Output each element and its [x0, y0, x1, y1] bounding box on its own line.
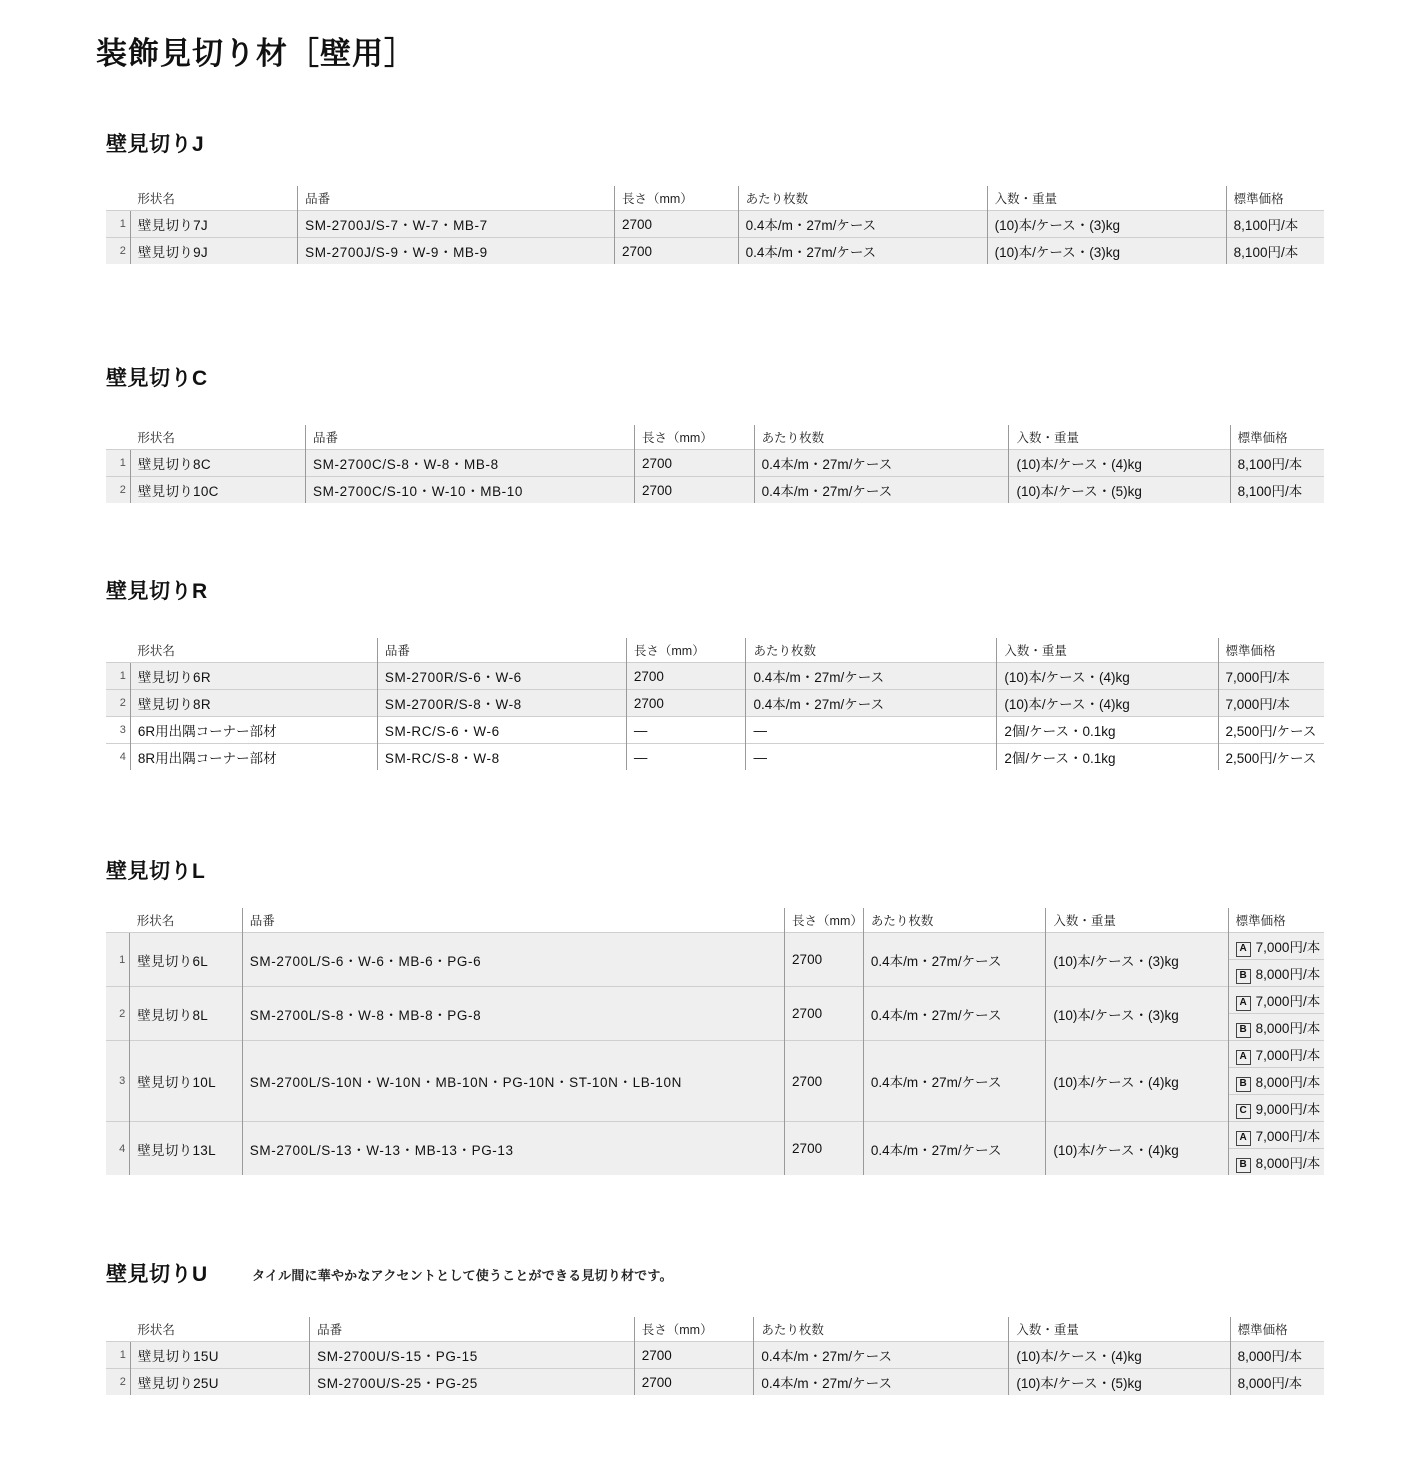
- cell-shape: 壁見切り25U: [130, 1369, 309, 1396]
- section-heading-r: 壁見切りR: [106, 580, 208, 603]
- cell-pack: (10)本/ケース・(5)kg: [1009, 477, 1230, 504]
- cell-code: SM-2700L/S-8・W-8・MB-8・PG-8: [242, 987, 784, 1041]
- section-heading-u: 壁見切りU: [106, 1263, 208, 1286]
- cell-price: [1228, 1149, 1324, 1176]
- row-index: 1: [106, 450, 130, 477]
- cell-pieces: 0.4本/m・27m/ケース: [754, 1342, 1009, 1369]
- cell-pieces: 0.4本/m・27m/ケース: [738, 238, 987, 265]
- table-row: [106, 744, 1324, 771]
- cell-price: [1228, 960, 1324, 987]
- table-header-row: [106, 186, 1324, 211]
- cell-length: 2700: [634, 1369, 754, 1396]
- cell-shape: 壁見切り8R: [130, 690, 377, 717]
- col-shape: 形状名: [137, 431, 175, 445]
- table-row: [106, 1342, 1324, 1369]
- row-index: 1: [106, 933, 130, 987]
- cell-price: 8,000円/本: [1230, 1369, 1324, 1396]
- cell-shape: 壁見切り10C: [130, 477, 305, 504]
- col-index: [106, 1317, 130, 1342]
- cell-price: 2,500円/ケース: [1218, 717, 1324, 744]
- col-length: 長さ（mm）: [626, 638, 746, 663]
- row-index: 1: [106, 663, 130, 690]
- cell-pieces: 0.4本/m・27m/ケース: [863, 1122, 1046, 1176]
- col-pack: 入数・重量: [1009, 425, 1230, 450]
- cell-pieces: —: [746, 717, 997, 744]
- table-header-row: [106, 1317, 1324, 1342]
- table-row: [106, 450, 1324, 477]
- cell-price: [1228, 987, 1324, 1014]
- cell-code: SM-2700C/S-8・W-8・MB-8: [306, 450, 635, 477]
- col-pack: 入数・重量: [1009, 1317, 1230, 1342]
- price-grade-badge: B: [1236, 1023, 1251, 1038]
- col-price: 標準価格: [1226, 186, 1324, 211]
- col-price: 標準価格: [1228, 908, 1324, 933]
- cell-code: SM-2700J/S-9・W-9・MB-9: [298, 238, 615, 265]
- col-shape: 形状名: [137, 644, 175, 658]
- col-shape: 形状名: [137, 1323, 175, 1337]
- cell-price: 8,100円/本: [1226, 238, 1324, 265]
- cell-length: 2700: [634, 477, 754, 504]
- table-j: [106, 186, 1324, 264]
- table-u: [106, 1317, 1324, 1395]
- cell-price: [1228, 1095, 1324, 1122]
- price-value: 7,000円/本: [1255, 1047, 1321, 1063]
- cell-length: 2700: [626, 663, 746, 690]
- price-grade-badge: A: [1236, 1050, 1251, 1065]
- cell-price: 8,100円/本: [1230, 477, 1324, 504]
- col-pieces: あたり枚数: [754, 425, 1009, 450]
- col-code: 品番: [242, 908, 784, 933]
- col-index: [106, 186, 130, 211]
- cell-price: 8,100円/本: [1230, 450, 1324, 477]
- price-grade-badge: A: [1236, 996, 1251, 1011]
- cell-shape: 壁見切り7J: [130, 211, 297, 238]
- col-code: 品番: [310, 1317, 635, 1342]
- cell-length: 2700: [785, 933, 864, 987]
- row-index: 4: [106, 744, 130, 771]
- cell-length: 2700: [626, 690, 746, 717]
- cell-shape: 壁見切り9J: [130, 238, 297, 265]
- row-index: 1: [106, 211, 130, 238]
- cell-length: 2700: [785, 987, 864, 1041]
- cell-price: 2,500円/ケース: [1218, 744, 1324, 771]
- cell-length: 2700: [634, 1342, 754, 1369]
- cell-price: 8,000円/本: [1230, 1342, 1324, 1369]
- col-price: 標準価格: [1230, 1317, 1324, 1342]
- cell-pack: (10)本/ケース・(4)kg: [1046, 1122, 1228, 1176]
- cell-code: SM-2700R/S-6・W-6: [377, 663, 626, 690]
- cell-pieces: 0.4本/m・27m/ケース: [738, 211, 987, 238]
- section-heading-j: 壁見切りJ: [106, 133, 205, 156]
- cell-price: 7,000円/本: [1218, 690, 1324, 717]
- col-length: 長さ（mm）: [634, 425, 754, 450]
- cell-pieces: 0.4本/m・27m/ケース: [754, 477, 1009, 504]
- cell-pieces: 0.4本/m・27m/ケース: [746, 663, 997, 690]
- col-shape: 形状名: [136, 914, 175, 928]
- row-index: 2: [106, 477, 130, 504]
- cell-pack: (10)本/ケース・(3)kg: [1046, 933, 1228, 987]
- price-grade-badge: B: [1236, 1077, 1251, 1092]
- price-grade-badge: B: [1236, 969, 1251, 984]
- col-length: 長さ（mm）: [785, 908, 864, 933]
- col-price: 標準価格: [1230, 425, 1324, 450]
- row-index: 3: [106, 717, 130, 744]
- price-value: 9,000円/本: [1255, 1101, 1321, 1117]
- cell-length: 2700: [785, 1041, 864, 1122]
- section-heading-l: 壁見切りL: [106, 860, 206, 883]
- price-value: 8,000円/本: [1255, 1155, 1321, 1171]
- table-row: [106, 238, 1324, 265]
- cell-pack: (10)本/ケース・(5)kg: [1009, 1369, 1230, 1396]
- table-row: [106, 717, 1324, 744]
- cell-code: SM-2700J/S-7・W-7・MB-7: [298, 211, 615, 238]
- col-index: [106, 908, 130, 933]
- col-pack: 入数・重量: [997, 638, 1218, 663]
- col-length: 長さ（mm）: [634, 1317, 754, 1342]
- cell-code: SM-RC/S-8・W-8: [377, 744, 626, 771]
- cell-code: SM-2700L/S-6・W-6・MB-6・PG-6: [242, 933, 784, 987]
- col-pieces: あたり枚数: [754, 1317, 1009, 1342]
- row-index: 2: [106, 1369, 130, 1396]
- cell-pack: 2個/ケース・0.1kg: [997, 744, 1218, 771]
- price-grade-badge: C: [1236, 1104, 1251, 1119]
- table-row: [106, 1041, 1324, 1068]
- table-row: [106, 933, 1324, 960]
- price-value: 7,000円/本: [1255, 1128, 1321, 1144]
- cell-price: 7,000円/本: [1218, 663, 1324, 690]
- cell-shape: 壁見切り8C: [130, 450, 305, 477]
- cell-shape: 6R用出隅コーナー部材: [130, 717, 377, 744]
- cell-code: SM-2700U/S-25・PG-25: [310, 1369, 635, 1396]
- section-heading-c: 壁見切りC: [106, 367, 208, 390]
- cell-price: 8,100円/本: [1226, 211, 1324, 238]
- cell-length: —: [626, 717, 746, 744]
- price-value: 8,000円/本: [1255, 966, 1321, 982]
- cell-code: SM-2700L/S-13・W-13・MB-13・PG-13: [242, 1122, 784, 1176]
- table-header-row: [106, 425, 1324, 450]
- col-pieces: あたり枚数: [746, 638, 997, 663]
- cell-pack: 2個/ケース・0.1kg: [997, 717, 1218, 744]
- cell-length: 2700: [785, 1122, 864, 1176]
- cell-pieces: 0.4本/m・27m/ケース: [746, 690, 997, 717]
- price-value: 8,000円/本: [1255, 1020, 1321, 1036]
- cell-code: SM-2700R/S-8・W-8: [377, 690, 626, 717]
- row-index: 2: [106, 690, 130, 717]
- cell-length: —: [626, 744, 746, 771]
- cell-pack: (10)本/ケース・(3)kg: [987, 238, 1226, 265]
- row-index: 2: [106, 238, 130, 265]
- cell-price: [1228, 1068, 1324, 1095]
- table-row: [106, 477, 1324, 504]
- cell-price: [1228, 933, 1324, 960]
- col-pieces: あたり枚数: [863, 908, 1046, 933]
- row-index: 2: [106, 987, 130, 1041]
- table-row: [106, 987, 1324, 1014]
- col-index: [106, 638, 130, 663]
- row-index: 1: [106, 1342, 130, 1369]
- cell-pack: (10)本/ケース・(4)kg: [1046, 1041, 1228, 1122]
- table-row: [106, 1369, 1324, 1396]
- col-pieces: あたり枚数: [738, 186, 987, 211]
- cell-shape: 壁見切り8L: [130, 987, 243, 1041]
- row-index: 4: [106, 1122, 130, 1176]
- cell-pack: (10)本/ケース・(4)kg: [997, 690, 1218, 717]
- price-value: 7,000円/本: [1255, 993, 1321, 1009]
- row-index: 3: [106, 1041, 130, 1122]
- col-shape: 形状名: [137, 192, 175, 206]
- cell-length: 2700: [614, 211, 738, 238]
- cell-length: 2700: [634, 450, 754, 477]
- table-l: [106, 908, 1324, 1175]
- cell-pieces: 0.4本/m・27m/ケース: [863, 933, 1046, 987]
- col-price: 標準価格: [1218, 638, 1324, 663]
- cell-code: SM-2700U/S-15・PG-15: [310, 1342, 635, 1369]
- cell-pack: (10)本/ケース・(4)kg: [1009, 450, 1230, 477]
- table-r: [106, 638, 1324, 770]
- cell-pieces: 0.4本/m・27m/ケース: [863, 987, 1046, 1041]
- cell-pack: (10)本/ケース・(3)kg: [987, 211, 1226, 238]
- table-row: [106, 690, 1324, 717]
- table-row: [106, 211, 1324, 238]
- cell-price: [1228, 1122, 1324, 1149]
- price-grade-badge: A: [1236, 942, 1251, 957]
- table-c: [106, 425, 1324, 503]
- cell-shape: 壁見切り6L: [130, 933, 243, 987]
- col-pack: 入数・重量: [1046, 908, 1228, 933]
- cell-shape: 壁見切り6R: [130, 663, 377, 690]
- table-row: [106, 1122, 1324, 1149]
- col-code: 品番: [298, 186, 615, 211]
- price-value: 8,000円/本: [1255, 1074, 1321, 1090]
- col-code: 品番: [306, 425, 635, 450]
- cell-pieces: —: [746, 744, 997, 771]
- price-grade-badge: A: [1236, 1131, 1251, 1146]
- cell-pieces: 0.4本/m・27m/ケース: [754, 1369, 1009, 1396]
- col-length: 長さ（mm）: [614, 186, 738, 211]
- cell-code: SM-2700L/S-10N・W-10N・MB-10N・PG-10N・ST-10N・LB-10N: [242, 1041, 784, 1122]
- price-value: 7,000円/本: [1255, 939, 1321, 955]
- cell-length: 2700: [614, 238, 738, 265]
- col-code: 品番: [377, 638, 626, 663]
- cell-price: [1228, 1041, 1324, 1068]
- cell-shape: 壁見切り13L: [130, 1122, 243, 1176]
- table-header-row: [106, 908, 1324, 933]
- cell-price: [1228, 1014, 1324, 1041]
- cell-code: SM-RC/S-6・W-6: [377, 717, 626, 744]
- cell-pack: (10)本/ケース・(4)kg: [997, 663, 1218, 690]
- page-title: 装飾見切り材［壁用］: [96, 36, 416, 71]
- table-row: [106, 663, 1324, 690]
- cell-pack: (10)本/ケース・(4)kg: [1009, 1342, 1230, 1369]
- cell-shape: 壁見切り15U: [130, 1342, 309, 1369]
- cell-pack: (10)本/ケース・(3)kg: [1046, 987, 1228, 1041]
- section-note-u: タイル間に華やかなアクセントとして使うことができる見切り材です。: [252, 1268, 673, 1283]
- cell-shape: 壁見切り10L: [130, 1041, 243, 1122]
- col-pack: 入数・重量: [987, 186, 1226, 211]
- price-grade-badge: B: [1236, 1158, 1251, 1173]
- col-index: [106, 425, 130, 450]
- cell-shape: 8R用出隅コーナー部材: [130, 744, 377, 771]
- cell-pieces: 0.4本/m・27m/ケース: [863, 1041, 1046, 1122]
- cell-code: SM-2700C/S-10・W-10・MB-10: [306, 477, 635, 504]
- cell-pieces: 0.4本/m・27m/ケース: [754, 450, 1009, 477]
- table-header-row: [106, 638, 1324, 663]
